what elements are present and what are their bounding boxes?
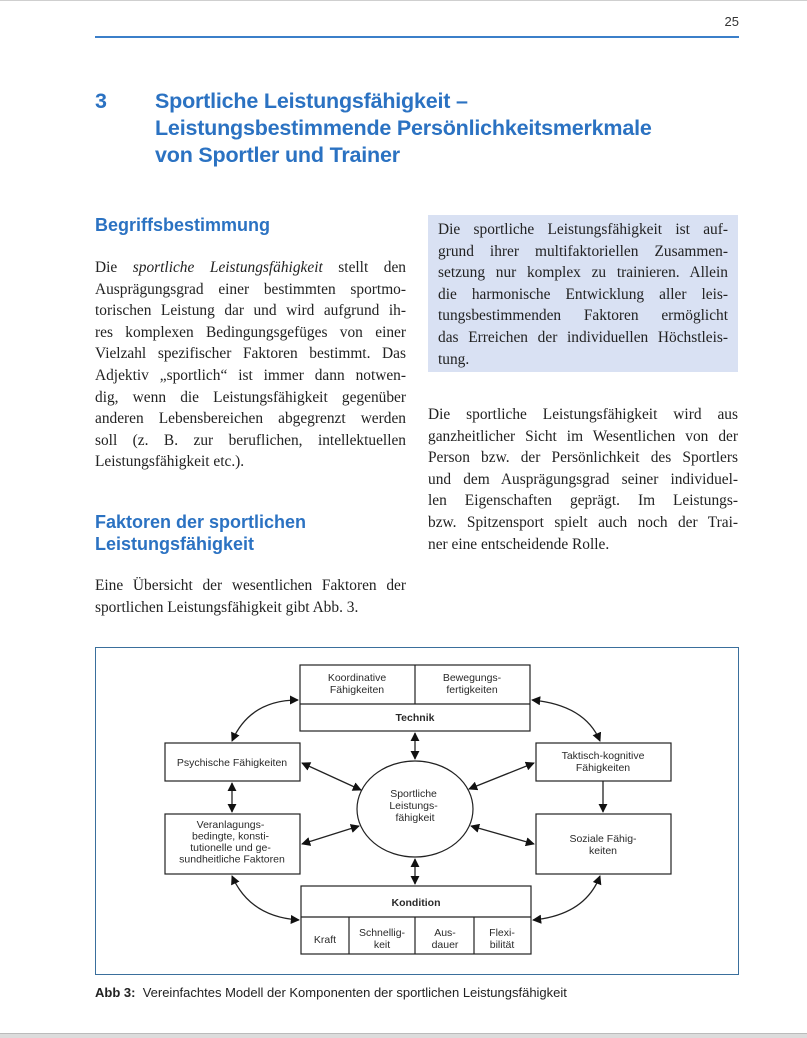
text: stellt den	[322, 259, 406, 276]
chapter-title-line: Leistungsbestimmende Persönlichkeitsmerkmale	[155, 116, 652, 140]
emphasis-term: sportliche Leistungsfähigkeit	[132, 259, 323, 276]
highlight-line: grund ihrer multifaktoriellen Zusammen-	[438, 242, 728, 260]
paragraph-line: anderen Lebensbereichen abgegrenzt werden	[95, 410, 406, 428]
paragraph-line: bzw. Spitzensport spielt auch noch der Trai-	[428, 513, 738, 531]
kondition-sub-label: Aus-dauer	[431, 927, 459, 951]
page-number: 25	[724, 14, 739, 29]
paragraph-line: Leistungsfähigkeit etc.).	[95, 453, 245, 471]
arrow-psychische-technik	[232, 700, 298, 741]
highlight-line: die harmonische Entwicklung aller leis-	[438, 285, 728, 303]
chapter-title-line: Sportliche Leistungsfähigkeit –	[155, 89, 468, 113]
technik-sub-label: Koordinative Fähigkeiten	[327, 672, 387, 696]
paragraph-line: Adjektiv „sportlich“ ist immer dann notwen-	[95, 366, 406, 384]
text: Die	[95, 259, 133, 276]
center-label: Sportliche Leistungs- fähigkeit	[389, 788, 438, 824]
paragraph-line: len Eigenschaften geprägt. Im Leistungs-	[428, 492, 738, 510]
highlight-line: Die sportliche Leistungsfähigkeit ist auf-	[438, 221, 728, 238]
caption-text: Vereinfachtes Modell der Komponenten der sportlichen Leistungsfähigkeit	[142, 985, 567, 1000]
figure-caption	[95, 985, 567, 1000]
kondition-sub-label: Kraft	[313, 934, 337, 946]
taktisch-label: Taktisch-kognitive Fähigkeiten	[561, 750, 645, 774]
highlight-line: tung.	[438, 350, 470, 368]
paragraph-line: sportlichen Leistungsfähigkeit gibt Abb. 3.	[95, 598, 359, 616]
arrow-sozial-center	[471, 826, 534, 844]
technik-sub-label: Bewegungs-fertigkeiten	[442, 672, 502, 696]
kondition-label: Kondition	[391, 897, 441, 909]
kondition-sub-label: Flexi-bilität	[489, 927, 515, 951]
veranlagung-label: Veranlagungs- bedingte, konsti- tutionelle und ge- sundheitliche Faktoren	[179, 819, 285, 866]
paragraph-line: dig, wenn die Leistungsfähigkeit gegenüber	[95, 388, 406, 406]
paragraph-line: Eine Übersicht der wesentlichen Faktoren der	[95, 577, 406, 594]
heading-line: Leistungsfähigkeit	[95, 534, 255, 554]
arrow-veranlagung-kondition	[232, 876, 299, 920]
section-heading-begriffsbestimmung: Begriffsbestimmung	[95, 215, 271, 235]
arrow-psychische-center	[302, 763, 361, 790]
arrow-technik-taktisch	[532, 700, 600, 741]
arrow-sozial-kondition	[533, 876, 600, 920]
arrow-veranlagung-center	[302, 826, 359, 844]
paragraph-line: und dem Ausprägungsgrad seiner individuel-	[428, 470, 738, 488]
chapter-number: 3	[95, 89, 107, 113]
arrow-taktisch-center	[469, 763, 534, 789]
paragraph-line: torischen Leistung dar und wird aufgrund ih-	[95, 302, 406, 320]
paragraph-line: Person bzw. der Persönlichkeit des Sportlers	[428, 449, 738, 467]
heading-line: Faktoren der sportlichen	[95, 512, 307, 532]
highlight-line: tungsbestimmenden Faktoren ermöglicht	[438, 307, 728, 325]
paragraph-line: soll (z. B. zur beruflichen, intellektuellen	[95, 431, 406, 449]
kondition-sub-label: Schnellig-keit	[358, 927, 406, 951]
page-bottom-edge	[0, 1033, 807, 1038]
paragraph-line: Die sportliche Leistungsfähigkeit wird aus	[428, 406, 738, 423]
highlight-line: das Erreichen der individuellen Höchstleis-	[438, 328, 728, 346]
psychische-label: Psychische Fähigkeiten	[176, 757, 288, 769]
sozial-label: Soziale Fähig-keiten	[569, 833, 637, 857]
paragraph-line: res komplexen Bedingungsgefüges von einer	[95, 323, 406, 341]
paragraph-line: Ausprägungsgrad einer bestimmten sportmo-	[95, 280, 406, 298]
technik-label: Technik	[395, 712, 435, 724]
paragraph-line: Vielzahl spezifischer Faktoren bestimmt. Das	[95, 345, 406, 363]
highlight-line: setzung nur komplex zu trainieren. Allein	[438, 264, 728, 282]
paragraph-line: ganzheitlicher Sicht im Wesentlichen von der	[428, 427, 738, 445]
chapter-title-line: von Sportler und Trainer	[155, 143, 400, 167]
paragraph-line: ner eine entscheidende Rolle.	[428, 535, 610, 553]
caption-label: Abb 3:	[95, 985, 136, 1000]
